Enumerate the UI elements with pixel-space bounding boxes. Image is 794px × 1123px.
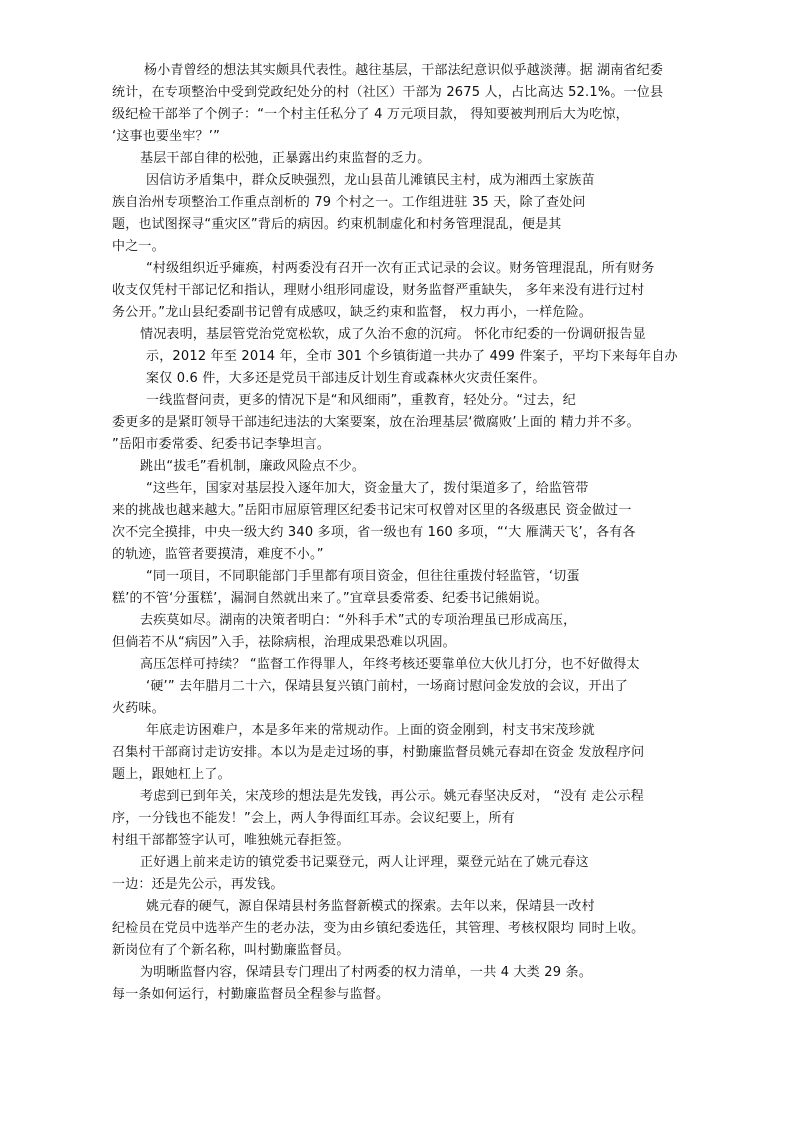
paragraph-line: 杨小青曾经的想法其实颇具代表性。越往基层，干部法纪意识似乎越淡薄。据 湖南省纪委 [144,63,664,78]
paragraph-line: 统计，在专项整治中受到党政纪处分的村（社区）干部为 2675 人，占比高达 52.1%。一位县 [112,85,664,100]
paragraph-line: 新岗位有了个新名称，叫村勤廉监督员。 [112,943,350,958]
paragraph-line: 糕’的不管‘分蛋糕’，漏洞自然就出来了。”宜章县委常委、纪委书记熊娟说。 [112,591,548,606]
paragraph-line: “村级组织近乎瘫痪，村两委没有召开一次有正式记录的会议。财务管理混乱，所有财务 [146,261,655,276]
paragraph-line: 次不完全摸排，中央一级大约 340 多项，省一级也有 160 多项，“‘大 雁满天飞’，各有各 [112,525,636,540]
paragraph-line: 年底走访困难户，本是多年来的常规动作。上面的资金刚到，村支书宋茂珍就 [146,723,595,738]
paragraph-line: 纪检员在党员中选举产生的老办法，变为由乡镇纪委选任，其管理、考核权限均 同时上收。 [112,921,645,936]
paragraph-line: 跳出“拔毛”看机制，廉政风险点不少。 [140,459,366,474]
paragraph-line: ‘这事也要坐牢？’” [112,129,220,144]
paragraph-line: 为明晰监督内容，保靖县专门理出了村两委的权力清单，一共 4 大类 29 条。 [140,965,592,980]
paragraph-line: “同一项目，不同职能部门手里都有项目资金，但往往重拨付轻监管，‘切蛋 [146,569,580,584]
paragraph-line: ”岳阳市委常委、纪委书记李挚坦言。 [112,437,331,452]
paragraph-line: 因信访矛盾集中，群众反映强烈，龙山县苗儿滩镇民主村，成为湘西土家族苗 [146,173,595,188]
paragraph-line: 姚元春的硬气，源自保靖县村务监督新模式的探索。去年以来，保靖县一改村 [146,899,595,914]
paragraph-line: 序，一分钱也不能发！”会上，两人争得面红耳赤。会议纪要上，所有 [112,811,515,826]
paragraph-line: 情况表明，基层管党治党宽松软，成了久治不愈的沉疴。 怀化市纪委的一份调研报告显 [140,327,646,342]
paragraph-line: 收支仅凭村干部记忆和指认，理财小组形同虚设，财务监督严重缺失， 多年来没有进行过村 [112,283,645,298]
paragraph-line: 题上，跟她杠上了。 [112,767,231,782]
paragraph-line: 的轨迹，监管者要摸清，难度不小。” [112,547,324,562]
paragraph-line: 中之一。 [112,239,165,254]
paragraph-line: 召集村干部商讨走访安排。本以为是走过场的事，村勤廉监督员姚元春却在资金 发放程序问 [112,745,645,760]
paragraph-line: 但倘若不从“病因”入手，祛除病根，治理成果恐难以巩固。 [112,635,456,650]
paragraph-line: 级纪检干部举了个例子：“一个村主任私分了 4 万元项目款， 得知要被判刑后大为吃惊， [112,107,629,122]
paragraph-line: 火药味。 [112,701,165,716]
paragraph-line: 去疾莫如尽。湖南的决策者明白：“外科手术”式的专项治理虽已形成高压， [140,613,577,628]
paragraph-line: “这些年，国家对基层投入逐年加大，资金量大了，拨付渠道多了，给监管带 [146,481,589,496]
paragraph-line: 委更多的是紧盯领导干部违纪违法的大案要案，放在治理基层‘微腐败’上面的 精力并不多。 [112,415,640,430]
paragraph-line: ‘硬’” 去年腊月二十六，保靖县复兴镇门前村，一场商讨慰问金发放的会议，开出了 [146,679,628,694]
paragraph-line: 基层干部自律的松弛，正暴露出约束监督的乏力。 [140,151,431,166]
paragraph-line: 每一条如何运行，村勤廉监督员全程参与监督。 [112,987,390,1002]
paragraph-line: 高压怎样可持续？ “监督工作得罪人，年终考核还要靠单位大伙儿打分，也不好做得太 [140,657,640,672]
paragraph-line: 族自治州专项整治工作重点剖析的 79 个村之一。工作组进驻 35 天，除了查处问 [112,195,586,210]
paragraph-line: 务公开。”龙山县纪委副书记曾有成感叹，缺乏约束和监督， 权力再小，一样危险。 [112,305,592,320]
paragraph-line: 来的挑战也越来越大。”岳阳市屈原管理区纪委书记宋可权曾对区里的各级惠民 资金做过一 [112,503,632,518]
paragraph-line: 示，2012 年至 2014 年，全市 301 个乡镇街道一共办了 499 件案子，平均下来每年自办 [146,349,678,364]
paragraph-line: 一边：还是先公示，再发钱。 [112,877,284,892]
paragraph-line: 题，也试图探寻“重灾区”背后的病因。约束机制虚化和村务管理混乱，便是其 [112,217,562,232]
paragraph-line: 考虑到已到年关，宋茂珍的想法是先发钱，再公示。姚元春坚决反对， “没有 走公示程 [140,789,644,804]
paragraph-line: 村组干部都签字认可，唯独姚元春拒签。 [112,833,350,848]
paragraph-line: 正好遇上前来走访的镇党委书记粟登元，两人让评理，粟登元站在了姚元春这 [140,855,589,870]
paragraph-line: 案仅 0.6 件，大多还是党员干部违反计划生育或森林火灾责任案件。 [146,371,546,386]
paragraph-line: 一线监督问责，更多的情况下是“和风细雨”，重教育，轻处分。“过去，纪 [146,393,577,408]
